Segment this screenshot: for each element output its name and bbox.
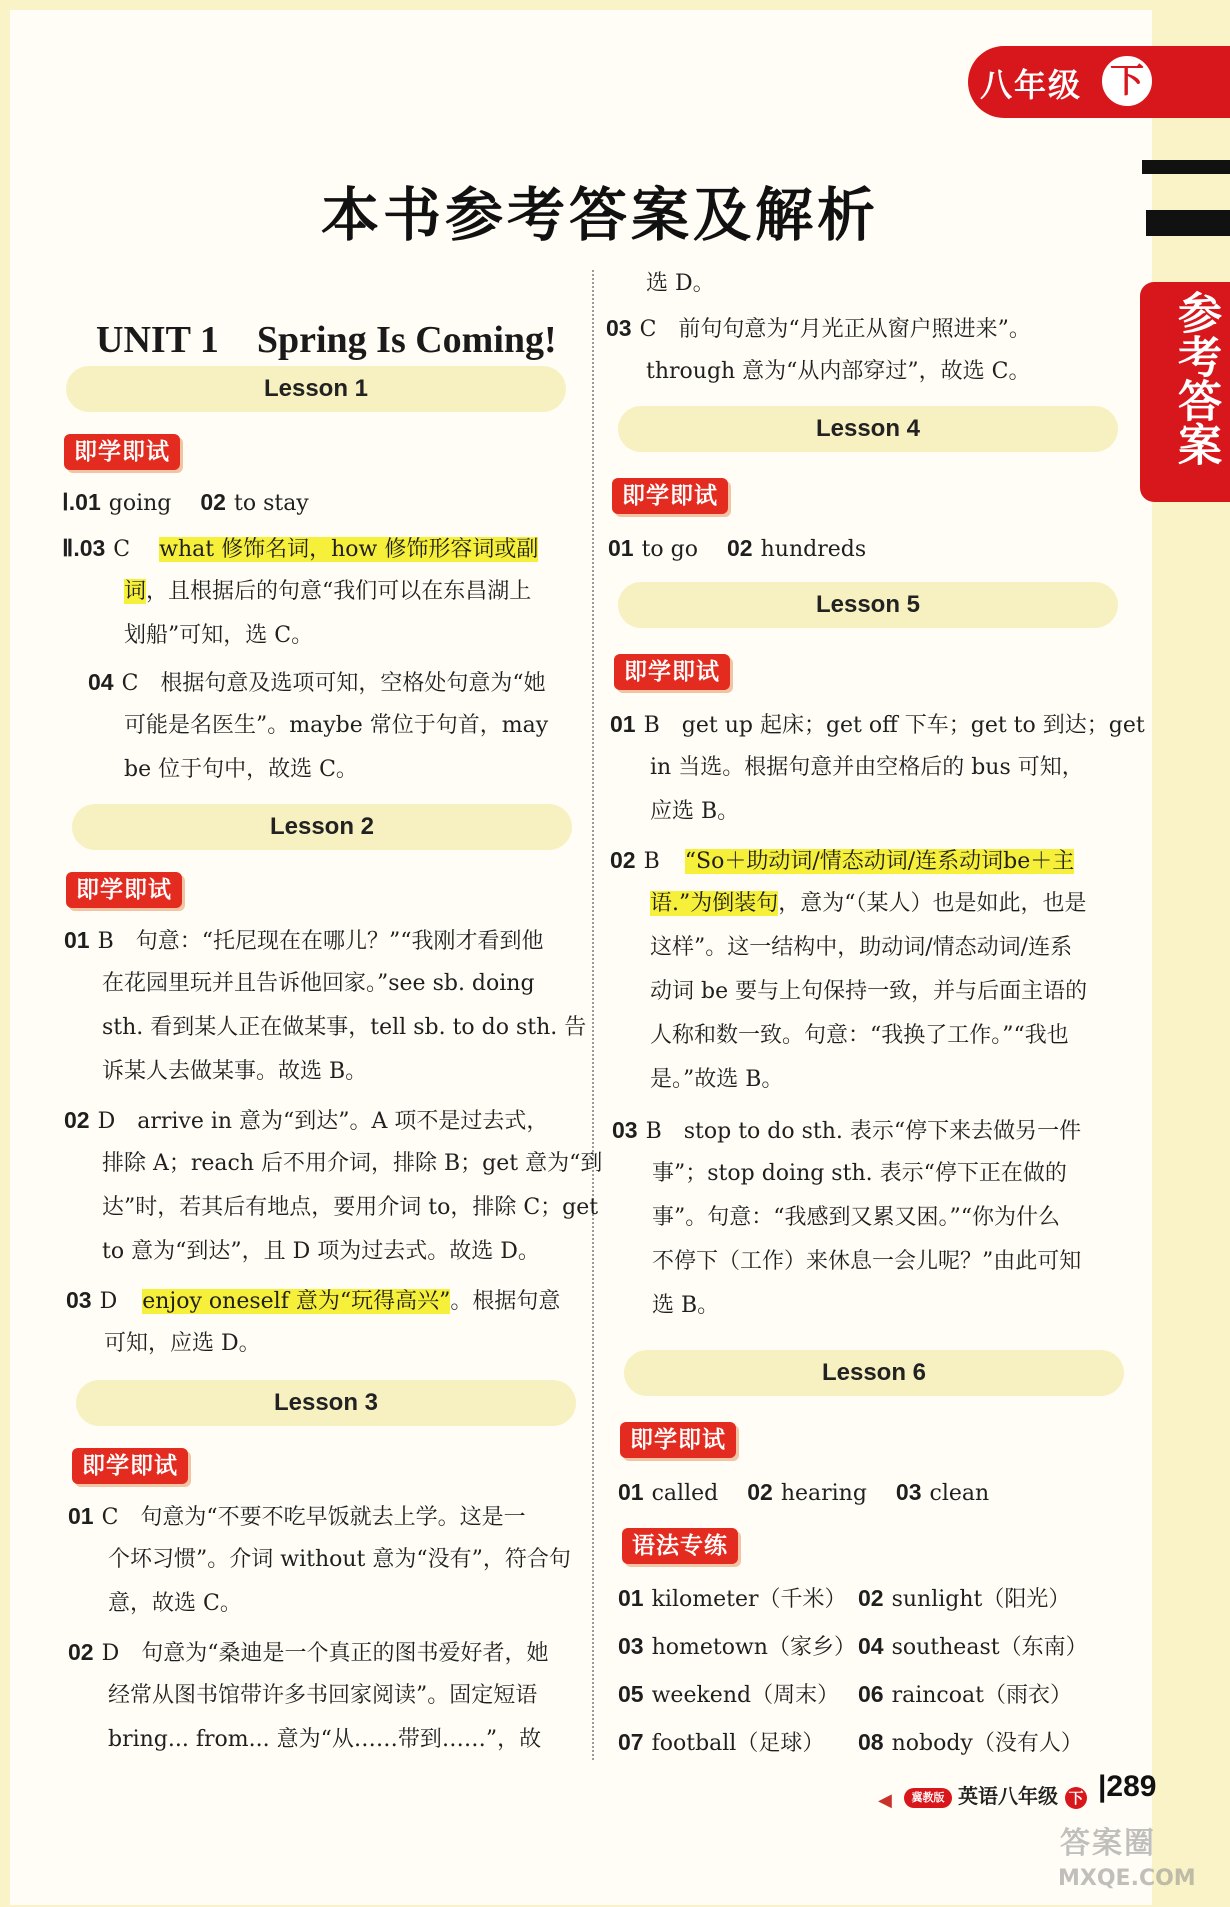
answer-text: called (651, 1481, 719, 1506)
highlighted-text: 语.”为倒装句 (650, 891, 779, 916)
lesson-heading: Lesson 5 (618, 582, 1118, 628)
explanation-text: C 根据句意及选项可知，空格处句意为“她 (121, 671, 546, 696)
term-circle: 下 (1065, 1787, 1087, 1809)
answer-row (612, 1108, 1081, 1154)
answer-row (66, 1278, 560, 1324)
explanation-text: ，意为“（某人）也是如此，也是 (778, 891, 1087, 916)
explanation-line: 动词 be 要与上句保持一致，并与后面主语的 (650, 979, 1088, 1004)
answer-text: to stay (233, 491, 309, 516)
page-number-value: 289 (1106, 1770, 1157, 1803)
decorative-bar (1146, 210, 1230, 236)
item-number: 01 (68, 1503, 94, 1529)
explanation-text: D 句意为“桑迪是一个真正的图书爱好者，她 (101, 1641, 549, 1666)
vocab-row (858, 1720, 1083, 1766)
explanation-line: sth. 看到某人正在做某事，tell sb. to do sth. 告 (102, 1015, 587, 1040)
grammar-practice-badge: 语法专练 (622, 1528, 738, 1564)
vocab-row (858, 1576, 1070, 1622)
explanation-line: 经常从图书馆带许多书回家阅读”。固定短语 (108, 1683, 538, 1708)
answer-text: hundreds (760, 537, 867, 562)
item-number: 01 (618, 1585, 644, 1611)
item-number: 03 (606, 315, 632, 341)
explanation-line: 选 B。 (652, 1293, 720, 1318)
explanation-line: be 位于句中，故选 C。 (124, 757, 358, 782)
item-number: 08 (858, 1729, 884, 1755)
explanation-line: bring... from... 意为“从……带到……”，故 (108, 1727, 542, 1752)
explanation-line: 是。”故选 B。 (650, 1067, 784, 1092)
answer-row (64, 1098, 548, 1144)
item-number: 04 (858, 1633, 884, 1659)
watermark-url: MXQE.COM (1058, 1866, 1196, 1891)
explanation-line: 在花园里玩并且告诉他回家。”see sb. doing (102, 971, 535, 996)
subject-label: 英语八年级 (958, 1784, 1058, 1808)
item-number: 01 (610, 711, 636, 737)
practice-badge: 即学即试 (72, 1448, 188, 1484)
explanation-line: to 意为“到达”，且 D 项为过去式。故选 D。 (102, 1239, 540, 1264)
answer-row (62, 480, 309, 526)
answer-row (606, 306, 1031, 352)
footer-subject (958, 1780, 1087, 1809)
item-number: 01 (618, 1479, 644, 1505)
vocab-answer: hometown（家乡） (651, 1635, 856, 1660)
highlighted-text: what 修饰名词，how 修饰形容词或副 (159, 537, 539, 562)
answer-row (68, 1630, 548, 1676)
explanation-text: D arrive in 意为“到达”。A 项不是过去式， (97, 1109, 549, 1134)
reference-answer-label: 参考答案 (1170, 290, 1221, 466)
explanation-text: B get up 起床；get off 下车；get to 到达；get (643, 713, 1145, 738)
item-number: 05 (618, 1681, 644, 1707)
vocab-row (618, 1624, 856, 1670)
answer-text: hearing (780, 1481, 867, 1506)
highlighted-text: “So＋助动词/情态动词/连系动词be＋主 (684, 849, 1075, 874)
practice-badge: 即学即试 (614, 654, 730, 690)
vocab-row (618, 1576, 847, 1622)
item-number: 07 (618, 1729, 644, 1755)
column-divider (592, 270, 594, 1760)
lesson-heading: Lesson 6 (624, 1350, 1124, 1396)
explanation-line: 排除 A；reach 后不用介词，排除 B；get 意为“到 (102, 1151, 603, 1176)
answer-text: clean (929, 1481, 990, 1506)
item-number: 02 (858, 1585, 884, 1611)
item-number: 06 (858, 1681, 884, 1707)
practice-badge: 即学即试 (66, 872, 182, 908)
item-number: 01 (608, 535, 634, 561)
item-number: 02 (727, 535, 753, 561)
practice-badge: 即学即试 (64, 434, 180, 470)
practice-badge: 即学即试 (620, 1422, 736, 1458)
answer-text: going (108, 491, 172, 516)
item-number: 02 (200, 489, 226, 515)
explanation-line: through 意为“从内部穿过”，故选 C。 (646, 359, 1031, 384)
item-number: 03 (895, 1479, 922, 1505)
answer-row (610, 838, 1074, 884)
item-number: 03 (618, 1633, 644, 1659)
answer-choice: B (643, 849, 660, 874)
vocab-row (858, 1624, 1088, 1670)
highlighted-text: enjoy oneself 意为“玩得高兴” (142, 1289, 451, 1314)
vocab-row (618, 1672, 839, 1718)
item-number: 02 (610, 847, 636, 873)
explanation-text: C 句意为“不要不吃早饭就去上学。这是一 (101, 1505, 526, 1530)
item-number: Ⅰ.01 (62, 489, 101, 515)
highlighted-text: 词 (124, 579, 147, 604)
explanation-line: 应选 B。 (650, 799, 740, 824)
explanation-line: 划船”可知，选 C。 (124, 623, 314, 648)
item-number: 03 (612, 1117, 638, 1143)
answer-text: to go (641, 537, 699, 562)
answer-row (68, 1494, 526, 1540)
answer-row (650, 882, 1087, 926)
grade-label: 八年级 (980, 66, 1083, 104)
item-number: Ⅱ.03 (62, 535, 106, 561)
answer-choice: C (113, 537, 131, 562)
vocab-answer: southeast（东南） (891, 1635, 1088, 1660)
answer-choice: D (99, 1289, 118, 1314)
explanation-line: 人称和数一致。句意：“我换了工作。”“我也 (650, 1023, 1069, 1048)
explanation-text: ，且根据后的句意“我们可以在东昌湖上 (146, 579, 532, 604)
answer-row (62, 526, 538, 572)
explanation-line: 不停下（工作）来休息一会儿呢？”由此可知 (652, 1249, 1082, 1274)
item-number: 02 (747, 1479, 773, 1505)
answer-row (88, 660, 546, 706)
explanation-text: 。根据句意 (450, 1289, 561, 1314)
explanation-text: B stop to do sth. 表示“停下来去做另一件 (645, 1119, 1082, 1144)
explanation-line: 这样”。这一结构中，助动词/情态动词/连系 (650, 935, 1073, 960)
lesson-heading: Lesson 3 (76, 1380, 576, 1426)
practice-badge: 即学即试 (612, 478, 728, 514)
explanation-line: 可知，应选 D。 (104, 1331, 261, 1356)
decorative-bar (1142, 160, 1230, 174)
triangle-left-icon: ◀ (878, 1790, 892, 1811)
lesson-heading: Lesson 1 (66, 366, 566, 412)
page-title: 本书参考答案及解析 (320, 181, 879, 249)
explanation-line: in 当选。根据句意并由空格后的 bus 可知， (650, 755, 1084, 780)
explanation-text: C 前句句意为“月光正从窗户照进来”。 (639, 317, 1031, 342)
item-number: 04 (88, 669, 114, 695)
answer-row (608, 526, 866, 572)
explanation-line: 诉某人去做某事。故选 B。 (102, 1059, 368, 1084)
vocab-answer: raincoat（雨衣） (891, 1683, 1072, 1708)
item-number: 01 (64, 927, 90, 953)
answer-row (124, 570, 531, 614)
item-number: 02 (64, 1107, 90, 1133)
explanation-text: B 句意：“托尼现在在哪儿？”“我刚才看到他 (97, 929, 544, 954)
explanation-line: 可能是名医生”。maybe 常位于句首，may (124, 713, 549, 738)
item-number: 03 (66, 1287, 92, 1313)
edition-badge: 冀教版 (904, 1788, 952, 1808)
page-number: |289 (1098, 1770, 1157, 1803)
vocab-row (618, 1720, 824, 1766)
explanation-line: 意，故选 C。 (108, 1591, 242, 1616)
explanation-line: 选 D。 (646, 271, 715, 296)
vocab-answer: kilometer（千米） (651, 1587, 847, 1612)
explanation-line: 个坏习惯”。介词 without 意为“没有”，符合句 (108, 1547, 571, 1572)
vocab-answer: weekend（周末） (651, 1683, 840, 1708)
lesson-heading: Lesson 4 (618, 406, 1118, 452)
answer-row (618, 1470, 989, 1516)
explanation-line: 事”。句意：“我感到又累又困。”“你为什么 (652, 1205, 1060, 1230)
watermark: 答案圈 (1060, 1826, 1156, 1861)
term-badge: 下 (1098, 52, 1156, 110)
unit-title: UNIT 1 Spring Is Coming! (96, 319, 557, 361)
answer-row (610, 702, 1145, 748)
vocab-answer: nobody（没有人） (891, 1731, 1083, 1756)
vocab-answer: sunlight（阳光） (891, 1587, 1071, 1612)
answer-row (64, 918, 544, 964)
lesson-heading: Lesson 2 (72, 804, 572, 850)
explanation-line: 达”时，若其后有地点，要用介词 to，排除 C；get (102, 1195, 599, 1220)
explanation-line: 事”；stop doing sth. 表示“停下正在做的 (652, 1161, 1067, 1186)
vocab-row (858, 1672, 1072, 1718)
vocab-answer: football（足球） (651, 1731, 825, 1756)
item-number: 02 (68, 1639, 94, 1665)
